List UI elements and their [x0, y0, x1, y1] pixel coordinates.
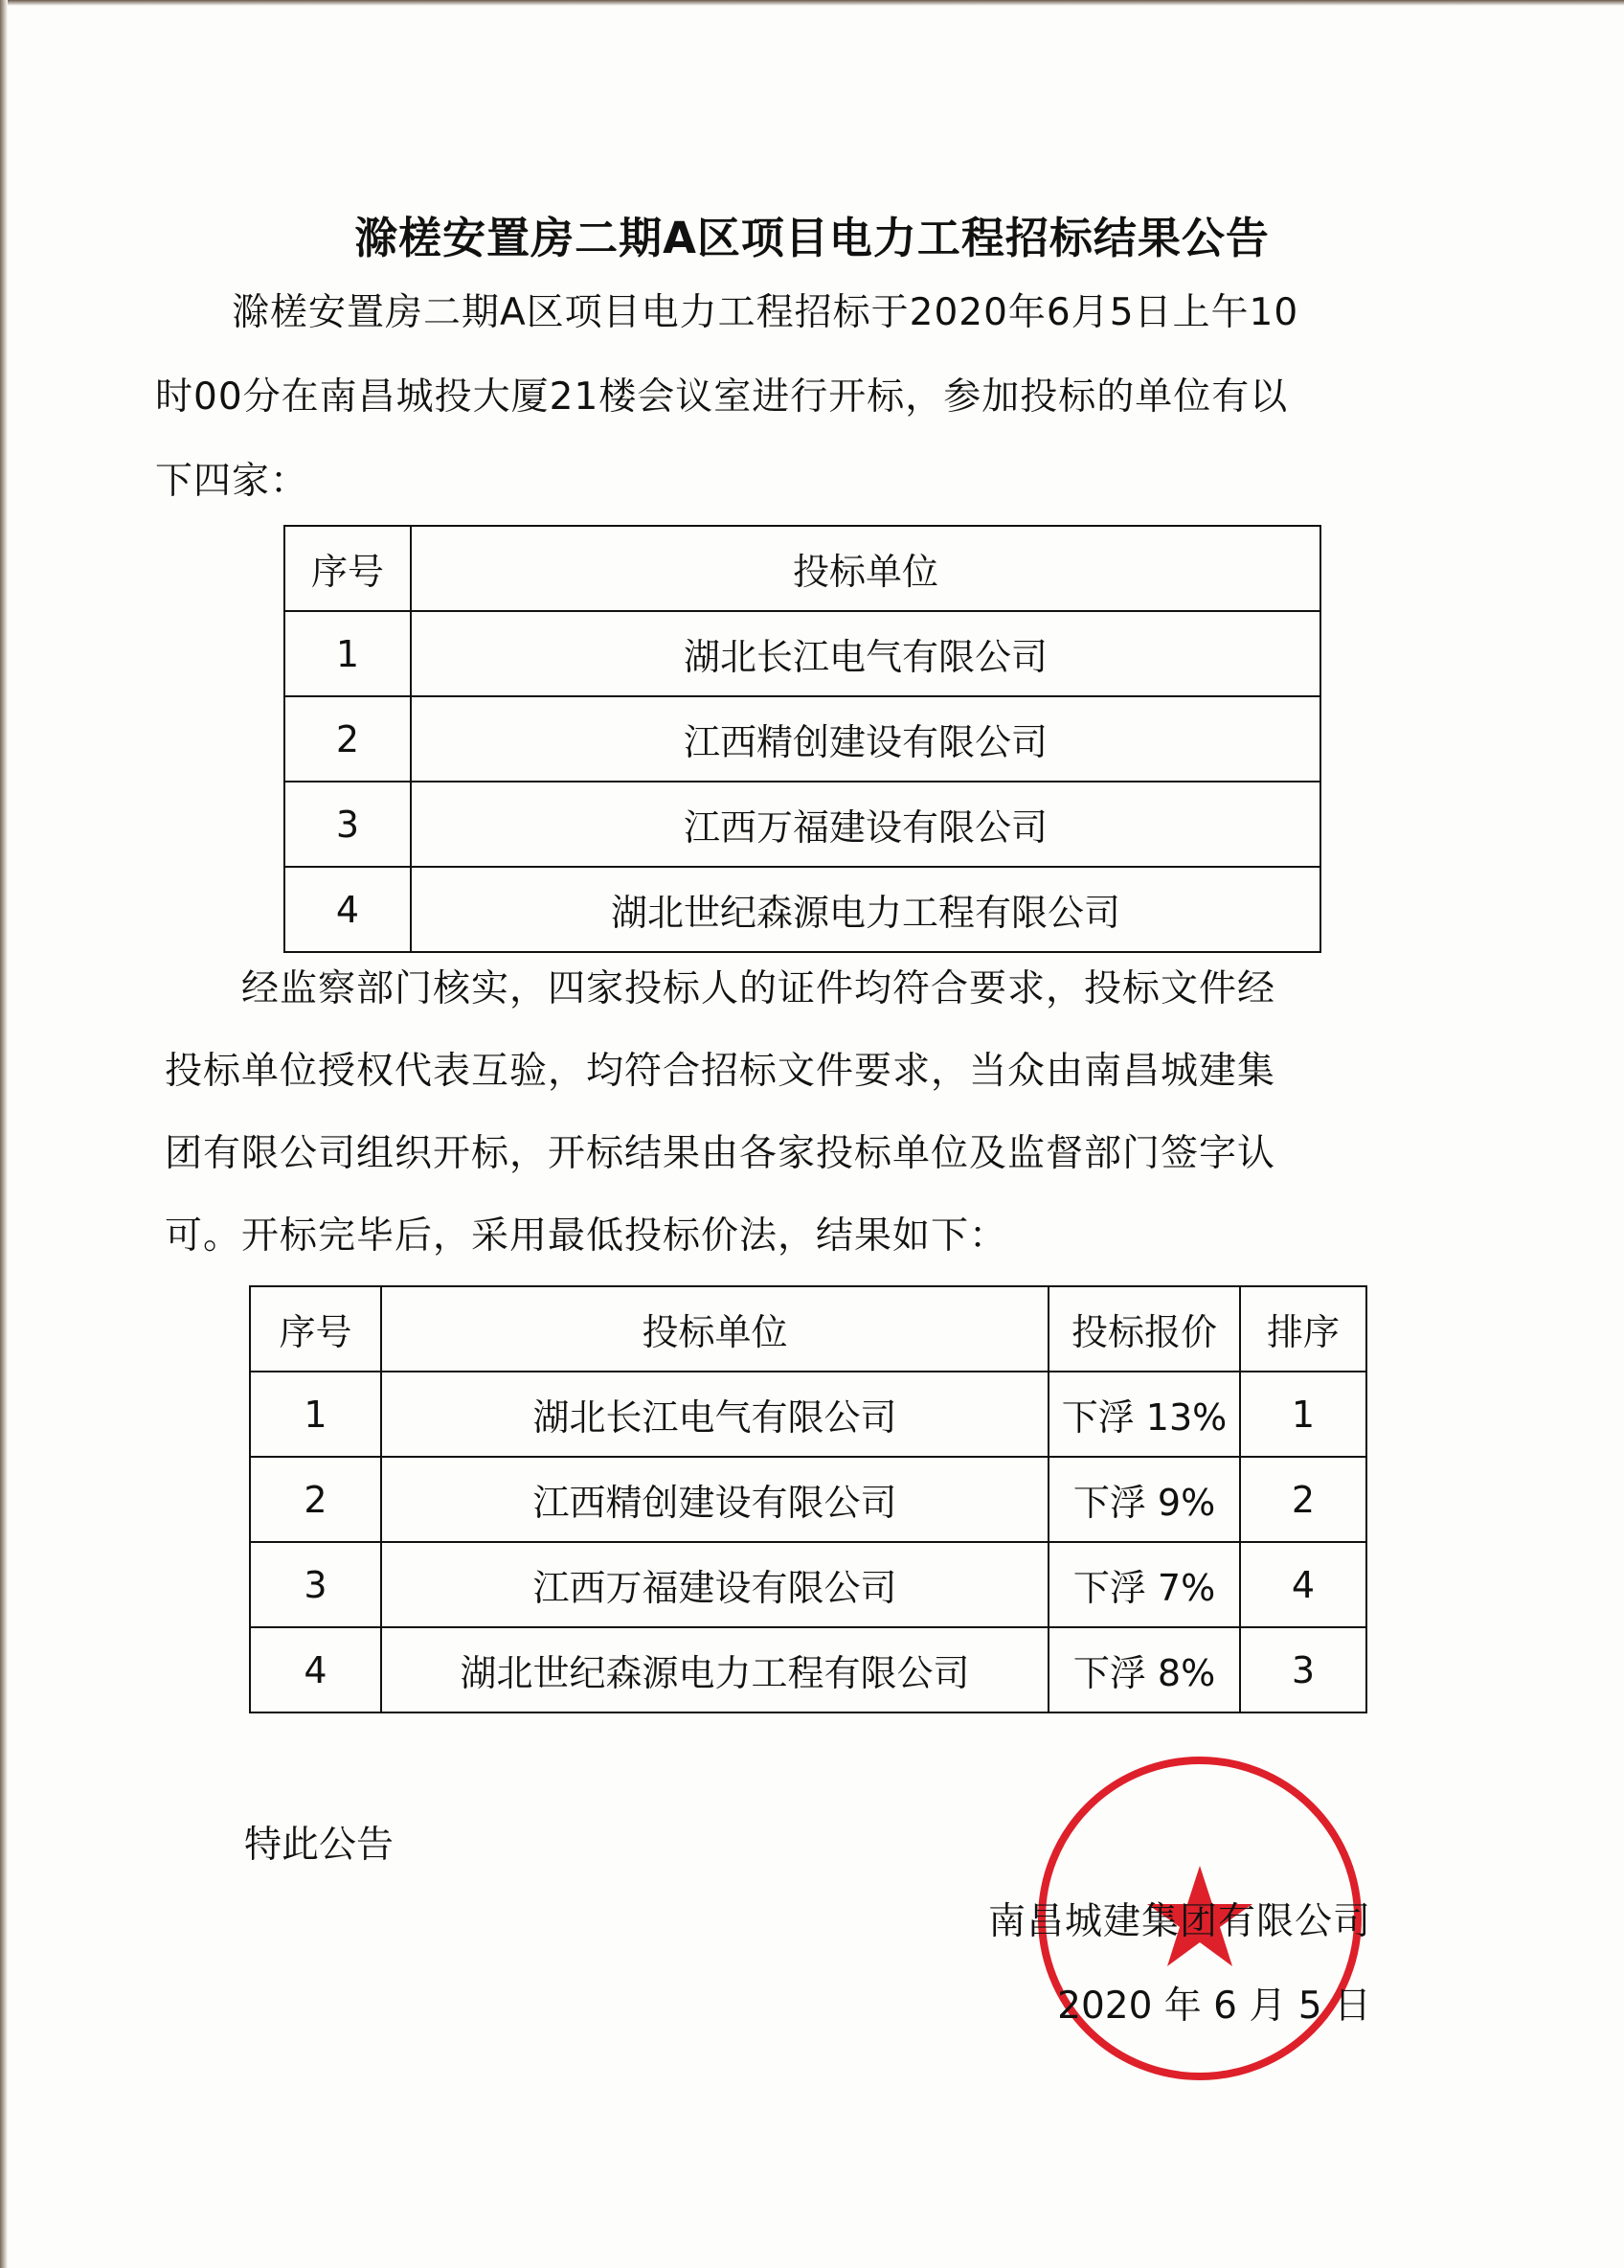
table-row [250, 1542, 1366, 1627]
cell-rank: 3 [1240, 1627, 1366, 1712]
header-rank: 排序 [1240, 1286, 1366, 1372]
table-row [284, 611, 1320, 696]
table-row [250, 1457, 1366, 1542]
cell-no: 4 [284, 867, 411, 952]
cell-price: 下浮 7% [1049, 1542, 1240, 1627]
cell-no: 2 [284, 696, 411, 782]
body-paragraph: 经监察部门核实，四家投标人的证件均符合要求，投标文件经投标单位授权代表互验，均符合招标文件要求，当众由南昌城建集团有限公司组织开标，开标结果由各家投标单位及监督部门签字认可。开标完毕后，采用最低投标价法，结果如下： [165, 967, 1276, 1258]
table-header-row [284, 526, 1320, 611]
cell-no: 1 [250, 1372, 381, 1457]
header-no: 序号 [284, 526, 411, 611]
table-row [284, 867, 1320, 952]
bidders-table [283, 525, 1321, 953]
header-company: 投标单位 [381, 1286, 1049, 1372]
cell-company: 湖北世纪森源电力工程有限公司 [411, 867, 1320, 952]
table-row [250, 1372, 1366, 1457]
cell-rank: 1 [1240, 1372, 1366, 1457]
cell-rank: 2 [1240, 1457, 1366, 1542]
cell-company: 江西万福建设有限公司 [411, 782, 1320, 867]
cell-company: 江西精创建设有限公司 [411, 696, 1320, 782]
cell-company: 湖北长江电气有限公司 [411, 611, 1320, 696]
table-row [284, 782, 1320, 867]
cell-no: 3 [284, 782, 411, 867]
cell-no: 2 [250, 1457, 381, 1542]
cell-rank: 4 [1240, 1542, 1366, 1627]
results-table [249, 1285, 1367, 1713]
intro-paragraph: 滁槎安置房二期A区项目电力工程招标于2020年6月5日上午10时00分在南昌城投大厦21楼会议室进行开标，参加投标的单位有以下四家： [155, 291, 1299, 503]
closing-text: 特此公告 [244, 1824, 395, 1867]
table-row [284, 696, 1320, 782]
page-edge [0, 0, 1624, 6]
page-edge-left [0, 0, 8, 2268]
header-company: 投标单位 [411, 526, 1320, 611]
cell-no: 1 [284, 611, 411, 696]
table-row [250, 1627, 1366, 1712]
cell-company: 湖北长江电气有限公司 [381, 1372, 1049, 1457]
document-title: 滁槎安置房二期A区项目电力工程招标结果公告 [354, 213, 1270, 263]
cell-no: 3 [250, 1542, 381, 1627]
header-price: 投标报价 [1049, 1286, 1240, 1372]
cell-price: 下浮 13% [1049, 1372, 1240, 1457]
signature-company: 南昌城建集团有限公司 [987, 1900, 1371, 1943]
cell-price: 下浮 9% [1049, 1457, 1240, 1542]
cell-price: 下浮 8% [1049, 1627, 1240, 1712]
header-no: 序号 [250, 1286, 381, 1372]
cell-no: 4 [250, 1627, 381, 1712]
signature-date: 2020 年 6 月 5 日 [1057, 1984, 1371, 2028]
cell-company: 江西万福建设有限公司 [381, 1542, 1049, 1627]
table-header-row [250, 1286, 1366, 1372]
cell-company: 湖北世纪森源电力工程有限公司 [381, 1627, 1049, 1712]
cell-company: 江西精创建设有限公司 [381, 1457, 1049, 1542]
